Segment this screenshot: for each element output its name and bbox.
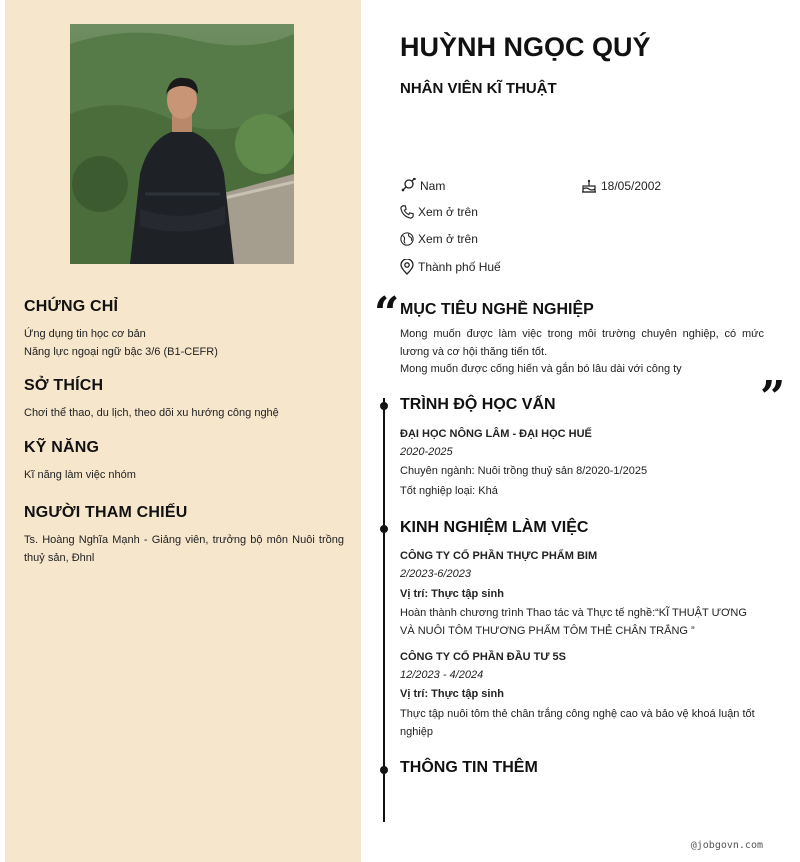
candidate-name: HUỲNH NGỌC QUÝ <box>400 32 651 62</box>
watermark: @jobgovn.com <box>690 840 763 851</box>
job-company: CÔNG TY CỔ PHẦN THỰC PHẨM BIM <box>400 550 598 562</box>
job-title: NHÂN VIÊN KĨ THUẬT <box>400 80 557 97</box>
education-grade: Tốt nghiệp loại: Khá <box>400 485 498 497</box>
references-text: Ts. Hoàng Nghĩa Mạnh - Giảng viên, trưởng bộ môn Nuôi trồng thuỷ sản, Đhnl <box>24 534 344 564</box>
cake-icon <box>581 178 597 194</box>
references-heading: NGƯỜI THAM CHIẾU <box>24 504 188 521</box>
hobbies-heading: SỞ THÍCH <box>24 377 104 394</box>
timeline-line <box>383 398 385 822</box>
job-period: 12/2023 - 4/2024 <box>400 669 484 681</box>
birthdate-value: 18/05/2002 <box>601 179 662 193</box>
phone-info <box>400 205 478 219</box>
phone-value: Xem ở trên <box>418 205 478 219</box>
quote-open-icon: “ <box>374 288 400 339</box>
education-period: 2020-2025 <box>400 446 453 458</box>
website-value: Xem ở trên <box>418 232 478 246</box>
certificates-section <box>24 298 344 361</box>
hobbies-section <box>24 377 344 422</box>
job-description: Hoàn thành chương trình Thao tác và Thực tế nghề:“KĨ THUẬT ƯƠNG VÀ NUÔI TÔM THƯƠNG PHẨM TÔM THẺ CHÂN TRẮNG ” <box>400 607 747 637</box>
phone-icon <box>400 205 414 219</box>
skills-section <box>24 439 344 484</box>
job-company: CÔNG TY CỔ PHẦN ĐẦU TƯ 5S <box>400 651 566 663</box>
timeline-dot <box>380 402 388 410</box>
certificates-heading: CHỨNG CHỈ <box>24 298 119 315</box>
job-description: Thực tập nuôi tôm thẻ chân trắng công nghệ cao và bảo vệ khoá luận tốt nghiệp <box>400 708 755 738</box>
objective-line-1: Mong muốn được làm việc trong môi trường chuyên nghiệp, có mức lương và cơ hội thăng tiến tốt. <box>400 328 764 358</box>
education-heading: TRÌNH ĐỘ HỌC VẤN <box>400 396 556 413</box>
job-position: Vị trí: Thực tập sinh <box>400 588 504 600</box>
objective-heading: MỤC TIÊU NGHỀ NGHIỆP <box>400 301 594 318</box>
education-school: ĐẠI HỌC NÔNG LÂM - ĐẠI HỌC HUẾ <box>400 428 592 440</box>
birthdate-info <box>581 178 661 194</box>
gender-value: Nam <box>420 179 446 193</box>
more-info-heading: THÔNG TIN THÊM <box>400 759 538 776</box>
certificate-item: Ứng dụng tin học cơ bản <box>24 328 146 340</box>
certificate-item: Năng lực ngoại ngữ bậc 3/6 (B1-CEFR) <box>24 346 218 358</box>
address-info <box>400 259 501 275</box>
skills-heading: KỸ NĂNG <box>24 439 100 456</box>
education-major: Chuyên ngành: Nuôi trồng thuỷ sản 8/2020-1/2025 <box>400 465 648 477</box>
address-value: Thành phố Huế <box>418 260 501 274</box>
skills-text: Kĩ năng làm việc nhóm <box>24 469 136 481</box>
experience-heading: KINH NGHIỆM LÀM VIỆC <box>400 519 589 536</box>
job-period: 2/2023-6/2023 <box>400 568 471 580</box>
gender-info <box>400 178 445 194</box>
hobbies-text: Chơi thể thao, du lịch, theo dõi xu hướng công nghệ <box>24 407 279 419</box>
globe-icon <box>400 232 414 246</box>
gender-icon <box>400 178 416 194</box>
job-position: Vị trí: Thực tập sinh <box>400 688 504 700</box>
profile-photo <box>70 24 294 264</box>
quote-close-icon: ” <box>760 372 786 423</box>
timeline-dot <box>380 525 388 533</box>
references-section <box>24 504 344 567</box>
website-info <box>400 232 478 246</box>
objective-line-2: Mong muốn được cống hiến và gắn bó lâu dài với công ty <box>400 363 682 375</box>
location-pin-icon <box>400 259 414 275</box>
timeline-dot <box>380 766 388 774</box>
